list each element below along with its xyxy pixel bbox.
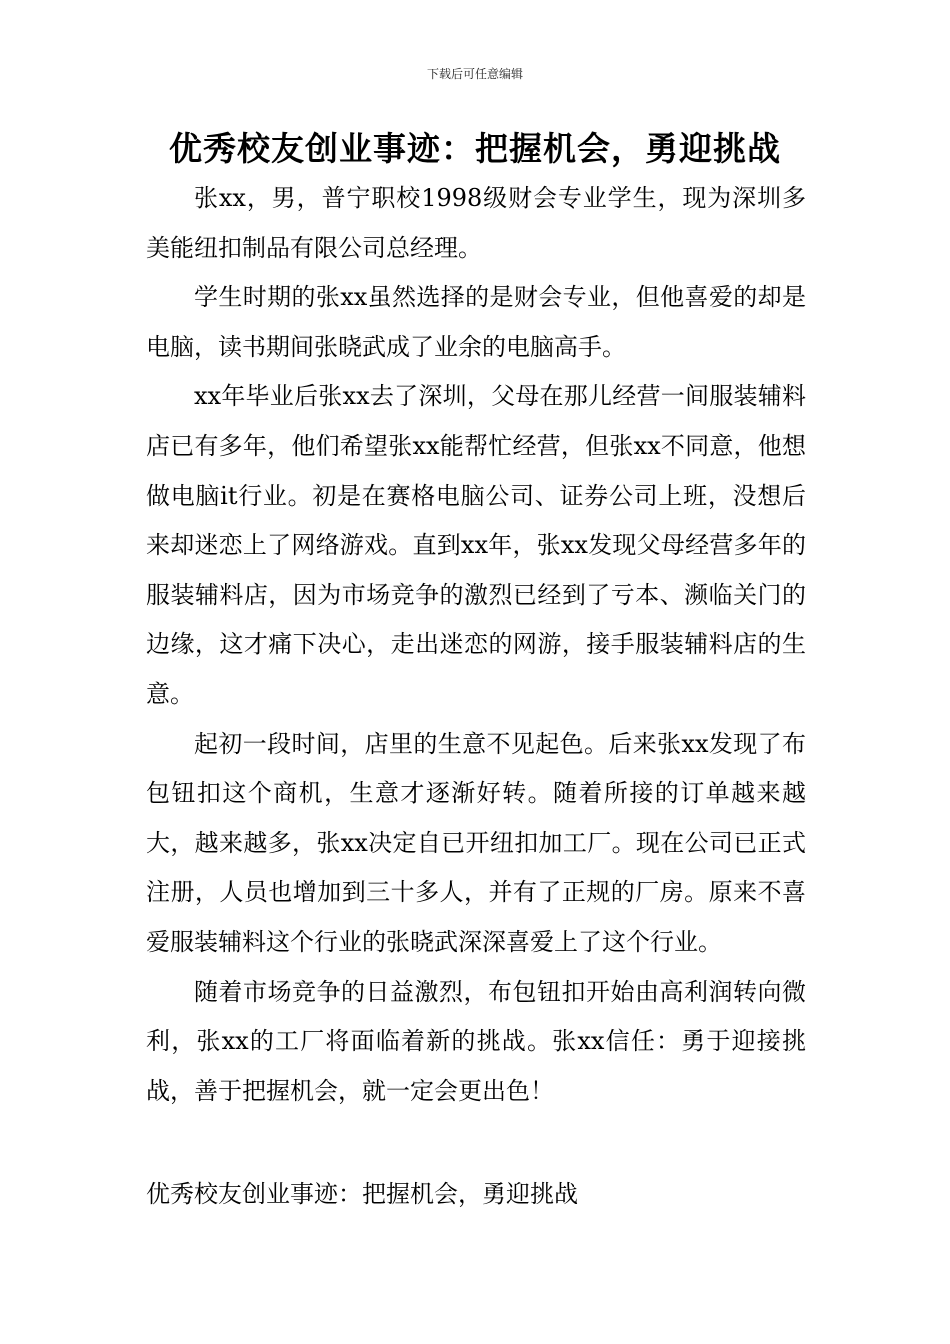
document-footer-title: 优秀校友创业事迹：把握机会，勇迎挑战 [146, 1180, 578, 1208]
document-body [146, 174, 806, 1116]
paragraph-student-days: 学生时期的张xx虽然选择的是财会专业，但他喜爱的却是电脑，读书期间张晓武成了业余的电脑高手。 [146, 283, 806, 361]
paragraph-business-growth: 起初一段时间，店里的生意不见起色。后来张xx发现了布包钮扣这个商机，生意才逐渐好转。随着所接的订单越来越大，越来越多，张xx决定自已开纽扣加工厂。现在公司已正式注册，人员也增加到三十多人，并有了正规的厂房。原来不喜爱服装辅料这个行业的张晓武深深喜爱上了这个行业。 [146, 729, 806, 956]
paragraph-intro: 张xx，男，普宁职校1998级财会专业学生，现为深圳多美能纽扣制品有限公司总经理。 [146, 184, 806, 262]
paragraph-after-graduation: xx年毕业后张xx去了深圳，父母在那儿经营一间服装辅料店已有多年，他们希望张xx能帮忙经营，但张xx不同意，他想做电脑it行业。初是在赛格电脑公司、证券公司上班，没想后来却迷恋上了网络游戏。直到xx年，张xx发现父母经营多年的服装辅料店，因为市场竞争的激烈已经到了亏本、濒临关门的边缘，这才痛下决心，走出迷恋的网游，接手服装辅料店的生意。 [146, 382, 806, 708]
paragraph-new-challenge: 随着市场竞争的日益激烈，布包钮扣开始由高利润转向微利，张xx的工厂将面临着新的挑战。张xx信任：勇于迎接挑战，善于把握机会，就一定会更出色！ [146, 977, 806, 1105]
document-title: 优秀校友创业事迹：把握机会，勇迎挑战 [169, 129, 781, 168]
page-header-note: 下载后可任意编辑 [426, 67, 523, 81]
